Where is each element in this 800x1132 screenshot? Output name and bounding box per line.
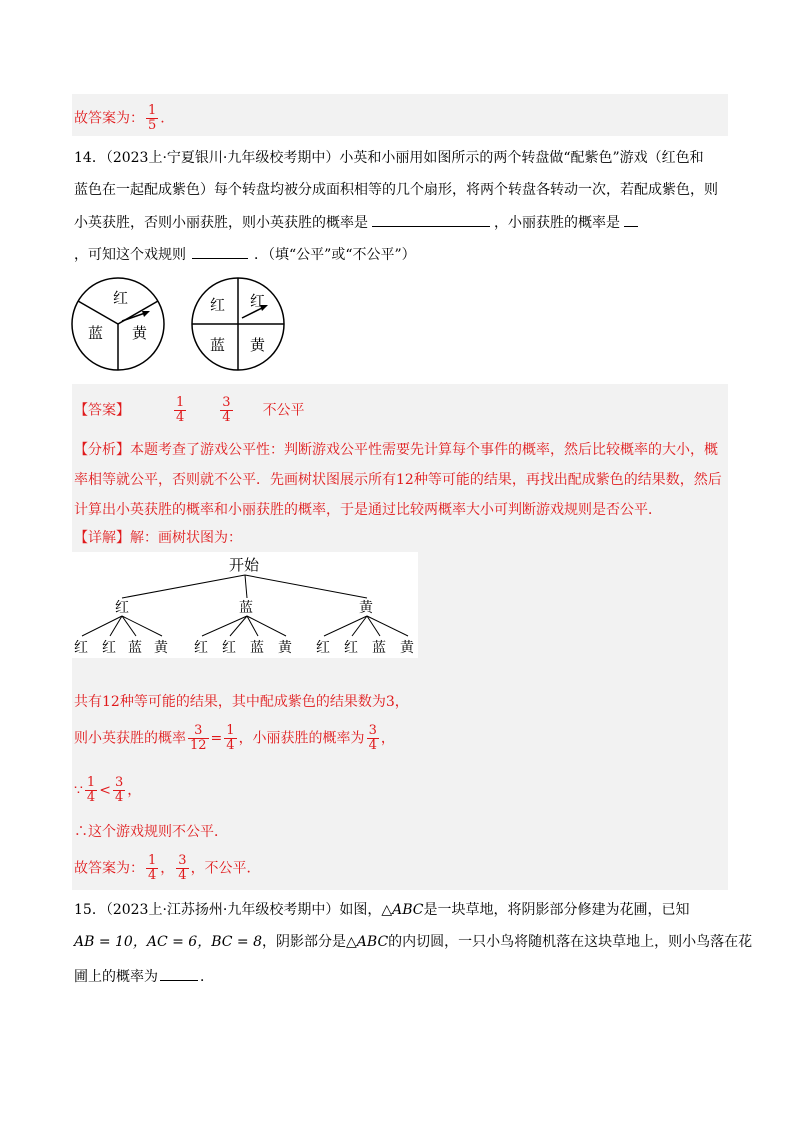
fraction: $\frac{1}{4}$ [148, 853, 157, 883]
tree-leaf: 红 [102, 640, 116, 656]
tree-leaf: 红 [344, 640, 358, 656]
tree-leaf: 红 [74, 640, 88, 656]
fraction: $\frac{1}{4}$ [226, 723, 235, 753]
spinner-diagram [70, 276, 290, 372]
tree-leaf: 红 [222, 640, 236, 656]
answer-blank-1[interactable] [372, 212, 490, 227]
tree-leaf: 红 [194, 640, 208, 656]
q14-line2: 蓝色在一起配成紫色）每个转盘均被分成面积相等的几个扇形，将两个转盘各转动一次，若配成紫色，则 [74, 182, 718, 198]
fraction: $\frac{3}{12}$ [190, 723, 207, 753]
tree-root: 开始 [229, 556, 260, 574]
spinner-2 [192, 278, 284, 370]
answer-blank-2[interactable] [624, 212, 638, 227]
tree-leaf: 黄 [400, 640, 414, 656]
tree-diagram [72, 552, 418, 658]
tree-branch-2: 蓝 [239, 600, 253, 616]
spinner2-sector-1: 红 [210, 296, 226, 314]
q14-line3: 小英获胜，否则小丽获胜，则小英获胜的概率是 ，小丽获胜的概率是 [74, 212, 638, 233]
tree-leaf: 蓝 [128, 640, 142, 656]
tree-branch-3: 黄 [359, 600, 373, 616]
step-2: 则小英获胜的概率 $\frac{3}{12}$ = $\frac{1}{4}$ ，小丽获胜的概率为 $\frac{3}{4}$ ， [74, 723, 395, 753]
analysis-line3: 计算出小英获胜的概率和小丽获胜的概率，于是通过比较两概率大小可判断游戏规则是否公平． [74, 502, 662, 518]
spinner2-sector-3: 蓝 [210, 336, 226, 354]
tree-leaf: 黄 [154, 640, 168, 656]
fraction: $\frac{1}{5}$ [148, 103, 157, 133]
q15-line1: 15．（2023上·江苏扬州·九年级校考期中）如图，△ABC是一块草地，将阴影部分修建为花圃，已知 [74, 902, 690, 918]
q15-line2: AB = 10，AC = 6，BC = 8，阴影部分是△ABC的内切圆，一只小鸟将随机落在这块草地上，则小鸟落在花 [74, 934, 753, 950]
fraction: $\frac{3}{4}$ [368, 723, 377, 753]
fraction: $\frac{3}{4}$ [222, 395, 231, 425]
tree-leaf: 蓝 [372, 640, 386, 656]
fraction: $\frac{3}{4}$ [178, 853, 187, 883]
spinner1-sector-1: 红 [113, 289, 129, 307]
fraction: $\frac{1}{4}$ [86, 775, 96, 805]
answer-blank-4[interactable] [160, 966, 198, 981]
spinner2-sector-4: 黄 [250, 336, 266, 354]
step-3: ∵ $\frac{1}{4}$ < $\frac{3}{4}$ ， [74, 775, 142, 805]
spinner2-sector-2: 红 [250, 292, 266, 310]
spinner1-sector-2: 蓝 [88, 324, 104, 342]
tree-leaf: 蓝 [250, 640, 264, 656]
q14-line1: 14．（2023上·宁夏银川·九年级校考期中）小英和小丽用如图所示的两个转盘做“配紫色”游戏（红色和 [74, 150, 704, 166]
prev-answer-block [72, 94, 728, 136]
prev-answer: 故答案为： $\frac{1}{5}$ . [74, 103, 165, 133]
tree-leaf: 红 [316, 640, 330, 656]
answer-blank-3[interactable] [192, 244, 248, 259]
spinner1-sector-3: 黄 [132, 324, 148, 342]
detail-line: 【详解】解：画树状图为： [74, 530, 242, 546]
tree-branch-1: 红 [115, 600, 129, 616]
fraction: $\frac{1}{4}$ [176, 395, 185, 425]
step-5: 故答案为： $\frac{1}{4}$ ， $\frac{3}{4}$ ，不公平． [74, 853, 261, 883]
answer-row: 【答案】 $\frac{1}{4}$ $\frac{3}{4}$ 不公平 [74, 395, 305, 425]
q14-line4: ，可知这个戏规则 ．（填“公平”或“不公平”） [74, 244, 416, 265]
q15-line3: 圃上的概率为 ． [74, 966, 214, 987]
step-1: 共有12种等可能的结果，其中配成紫色的结果数为3， [74, 694, 409, 710]
step-4: ∴这个游戏规则不公平． [74, 824, 228, 840]
spinner-1 [72, 278, 164, 370]
analysis-line2: 率相等就公平，否则就不公平．先画树状图展示所有12种等可能的结果，再找出配成紫色的结果数，然后 [74, 472, 722, 488]
analysis-line1: 【分析】本题考查了游戏公平性：判断游戏公平性需要先计算每个事件的概率，然后比较概率的大小，概 [74, 442, 718, 458]
fraction: $\frac{3}{4}$ [114, 775, 124, 805]
tree-leaf: 黄 [278, 640, 292, 656]
